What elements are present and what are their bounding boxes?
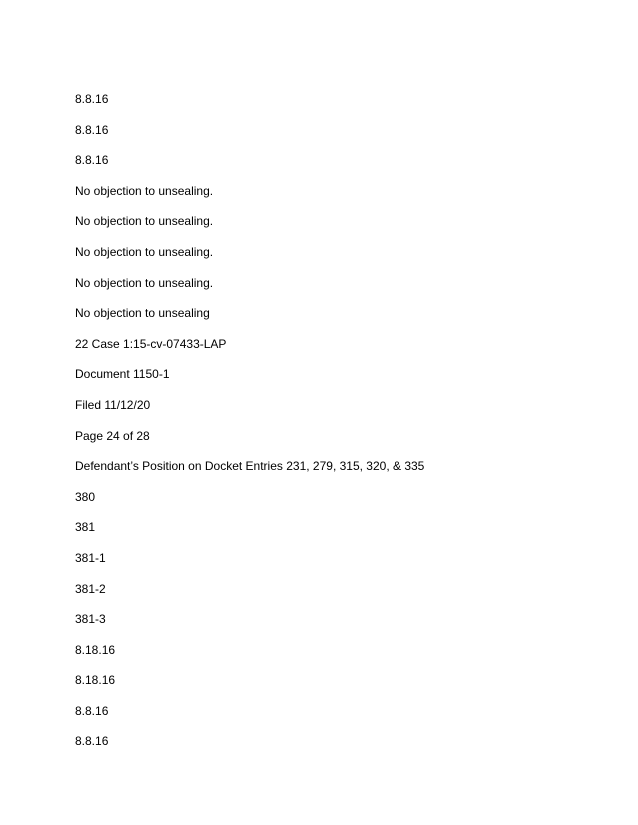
- text-line-position: No objection to unsealing.: [75, 244, 214, 259]
- page-number-line: Page 24 of 28: [75, 428, 150, 443]
- filed-date-line: Filed 11/12/20: [75, 397, 151, 412]
- section-heading: Defendant’s Position on Docket Entries 231, 279, 315, 320, & 335: [75, 459, 425, 474]
- text-line-date: 8.8.16: [75, 153, 109, 168]
- text-line-docket-entry: 381-1: [75, 550, 106, 565]
- text-line-docket-entry: 381-2: [75, 581, 106, 596]
- text-line-date: 8.8.16: [75, 92, 109, 106]
- text-line-date: 8.8.16: [75, 122, 109, 137]
- case-header-line: 22 Case 1:15-cv-07433-LAP: [75, 336, 227, 351]
- text-line-position: No objection to unsealing: [75, 306, 210, 321]
- text-line-date: 8.8.16: [75, 734, 109, 749]
- document-number-line: Document 1150-1: [75, 367, 170, 382]
- text-line-docket-entry: 381-3: [75, 612, 106, 627]
- document-text-lines: [75, 90, 424, 763]
- text-line-date: 8.18.16: [75, 673, 116, 688]
- text-line-date: 8.8.16: [75, 703, 109, 718]
- text-line-position: No objection to unsealing.: [75, 275, 214, 290]
- text-line-position: No objection to unsealing.: [75, 183, 214, 198]
- text-line-date: 8.18.16: [75, 642, 116, 657]
- text-line-position: No objection to unsealing.: [75, 214, 214, 229]
- text-line-docket-entry: 380: [75, 489, 96, 504]
- text-line-docket-entry: 381: [75, 520, 96, 535]
